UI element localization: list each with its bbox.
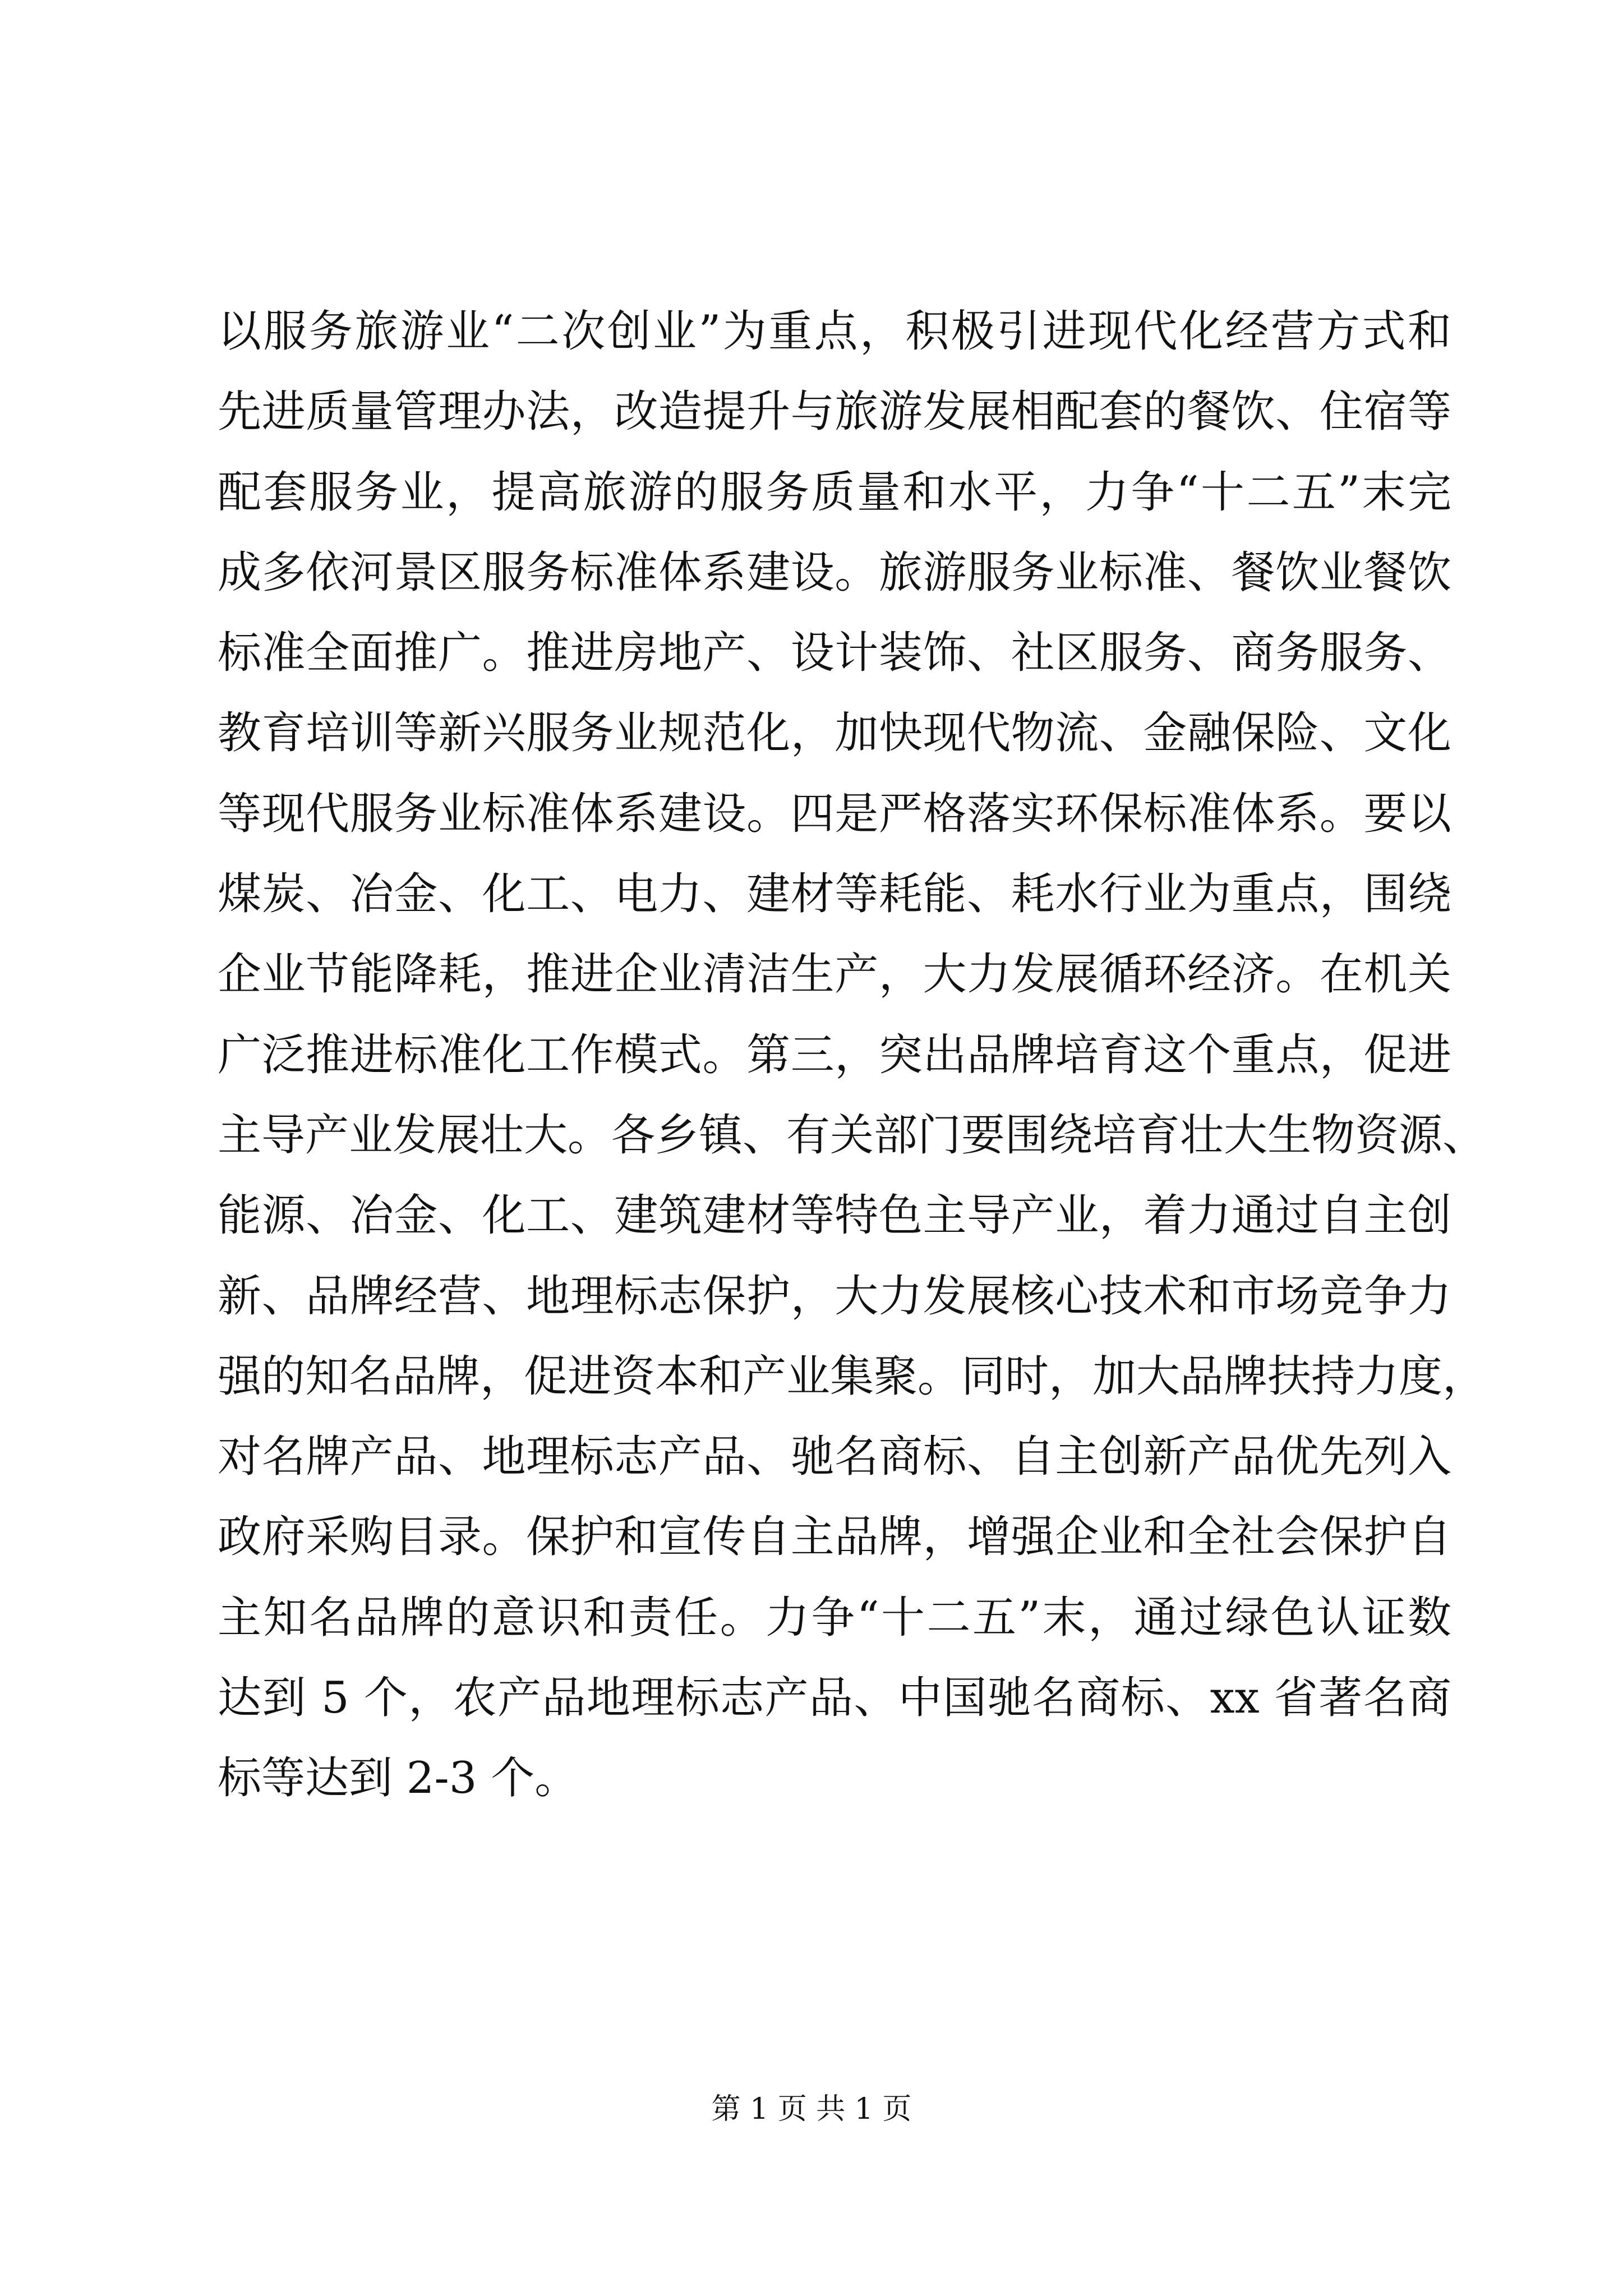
body-line: 能源、冶金、化工、建筑建材等特色主导产业，着力通过自主创 <box>218 1190 1451 1241</box>
body-line: 配套服务业，提高旅游的服务质量和水平，力争“十二五”末完 <box>218 467 1451 518</box>
body-line: 达到 5 个，农产品地理标志产品、中国驰名商标、xx 省著名商 <box>218 1673 1451 1724</box>
body-line: 教育培训等新兴服务业规范化，加快现代物流、金融保险、文化 <box>218 708 1451 759</box>
body-line: 对名牌产品、地理标志产品、驰名商标、自主创新产品优先列入 <box>218 1432 1451 1483</box>
body-line: 煤炭、冶金、化工、电力、建材等耗能、耗水行业为重点，围绕 <box>218 869 1451 920</box>
body-line: 标等达到 2-3 个。 <box>218 1753 579 1804</box>
body-line: 标准全面推广。推进房地产、设计装饰、社区服务、商务服务、 <box>218 628 1451 679</box>
body-line: 成多依河景区服务标准体系建设。旅游服务业标准、餐饮业餐饮 <box>218 547 1451 598</box>
body-line: 等现代服务业标准体系建设。四是严格落实环保标准体系。要以 <box>218 788 1451 839</box>
body-line: 新、品牌经营、地理标志保护，大力发展核心技术和市场竞争力 <box>218 1271 1451 1322</box>
body-line: 强的知名品牌，促进资本和产业集聚。同时，加大品牌扶持力度， <box>218 1351 1487 1402</box>
body-line: 以服务旅游业“二次创业”为重点，积极引进现代化经营方式和 <box>218 306 1451 357</box>
body-line: 企业节能降耗，推进企业清洁生产，大力发展循环经济。在机关 <box>218 949 1451 1000</box>
body-line: 先进质量管理办法，改造提升与旅游发展相配套的餐饮、住宿等 <box>218 386 1451 438</box>
page-number-footer: 第 1 页 共 1 页 <box>711 2092 912 2126</box>
document-body <box>218 292 1487 1819</box>
body-line: 主导产业发展壮大。各乡镇、有关部门要围绕培育壮大生物资源、 <box>218 1110 1487 1161</box>
body-line: 主知名品牌的意识和责任。力争“十二五”末，通过绿色认证数 <box>218 1592 1451 1643</box>
body-line: 广泛推进标准化工作模式。第三，突出品牌培育这个重点，促进 <box>218 1029 1451 1080</box>
body-line: 政府采购目录。保护和宣传自主品牌，增强企业和全社会保护自 <box>218 1512 1451 1563</box>
